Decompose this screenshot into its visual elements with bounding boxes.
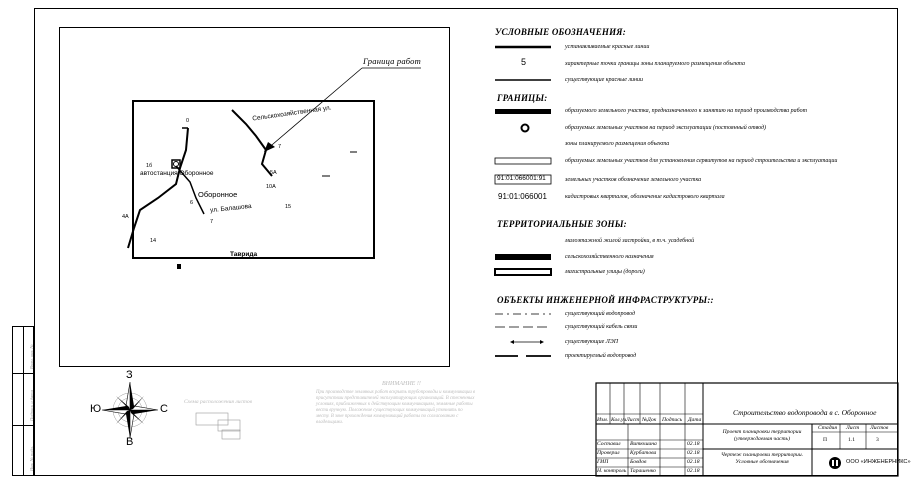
village-road-label: Сельскохозяйственная ул. bbox=[251, 104, 332, 123]
sheet-title: Чертеж планировки территории. Условные обозначения bbox=[720, 452, 804, 465]
map-marker bbox=[177, 264, 181, 269]
border-item: земельных участков обозначение земельного участка bbox=[565, 177, 702, 183]
col-header: Лист bbox=[626, 417, 640, 423]
role: Н. контроль bbox=[597, 468, 627, 474]
col-header: Кол.уч bbox=[611, 417, 627, 423]
infra-title: ОБЪЕКТЫ ИНЖЕНЕРНОЙ ИНФРАСТРУКТУРЫ:: bbox=[497, 295, 714, 305]
side-field-1: Взам. инв. № bbox=[29, 344, 34, 369]
sheet-header: Лист bbox=[846, 425, 860, 431]
col-header: Изм. bbox=[597, 417, 609, 423]
street-label: ул. Балашова bbox=[209, 202, 252, 215]
border-item: кадастровых кварталов, обозначение кадастрового квартала bbox=[565, 194, 725, 200]
project-title: Строительство водопровода в с. Оборонное bbox=[733, 408, 877, 417]
col-header: Подпись bbox=[662, 417, 683, 423]
compass-north: З bbox=[126, 369, 133, 381]
role-name: Курбатова bbox=[630, 450, 657, 456]
role-date: 02.18 bbox=[687, 441, 700, 447]
stage-header: Стадия bbox=[818, 425, 837, 431]
side-field-3: Инв. № подл. bbox=[29, 446, 34, 471]
border-item: зоны планируемого размещения объекта bbox=[565, 141, 670, 147]
sheet-value: 1.1 bbox=[848, 437, 855, 443]
border-item: образуемых земельных участков для установления сервитутов на период строительства и эксплуатации bbox=[565, 158, 838, 164]
zone-item: сельскохозяйственного назначения bbox=[565, 254, 654, 260]
infra-item: проектируемый водопровод bbox=[565, 353, 637, 359]
map-number: 15 bbox=[285, 204, 292, 210]
sheet-scheme-label: Схема расположения листов bbox=[184, 399, 253, 405]
role-name: Витюшина bbox=[630, 441, 657, 447]
doc-title: Проект планировки территории (утверждаемая часть) bbox=[722, 429, 802, 442]
side-field-2: Подпись и дата bbox=[29, 390, 34, 421]
zone-item: малоэтажной жилой застройки, в т.ч. усадебной bbox=[565, 238, 695, 244]
role-name: Тарашенко bbox=[630, 468, 656, 474]
permanent-plot-symbol bbox=[522, 125, 529, 132]
zone-item: магистральные улицы (дороги) bbox=[565, 269, 645, 275]
map-number: 4А bbox=[122, 214, 129, 220]
infra-item: существующий водопровод bbox=[565, 311, 636, 317]
role: Составил bbox=[597, 441, 621, 447]
infra-item: существующий кабель связи bbox=[565, 324, 638, 330]
map-number: 7 bbox=[210, 219, 214, 225]
zone-residential-symbol bbox=[495, 239, 551, 245]
temp-plot-symbol bbox=[495, 109, 551, 114]
servitude-symbol bbox=[495, 158, 551, 164]
bus-station-label: автостанция Оборонное bbox=[140, 170, 214, 177]
map-number: 0 bbox=[186, 118, 190, 124]
map-number: 10А bbox=[266, 184, 276, 190]
sheet-scheme bbox=[196, 413, 240, 439]
sheets-header: Листов bbox=[870, 425, 889, 431]
map-number: 7 bbox=[278, 144, 282, 150]
plot-id-text: 91:01:066001:91 bbox=[497, 175, 546, 182]
zones-title: ТЕРРИТОРИАЛЬНЫЕ ЗОНЫ: bbox=[497, 219, 627, 229]
boundary-callout-label: Граница работ bbox=[363, 56, 421, 66]
compass-rose bbox=[102, 382, 158, 438]
compass-south: В bbox=[126, 436, 134, 448]
compass-west: Ю bbox=[90, 403, 102, 415]
compass-east: С bbox=[160, 403, 168, 415]
role: ГИП bbox=[597, 459, 609, 465]
col-header: №Док bbox=[642, 417, 657, 423]
legend-point-symbol: 5 bbox=[521, 57, 527, 67]
col-header: Дата bbox=[688, 417, 702, 423]
role-name: Бовдов bbox=[630, 459, 647, 465]
legend-title: УСЛОВНЫЕ ОБОЗНАЧЕНИЯ: bbox=[495, 27, 626, 37]
quarter-id-text: 91:01:066001 bbox=[498, 192, 547, 201]
role-date: 02.18 bbox=[687, 459, 700, 465]
road-label: Таврида bbox=[230, 251, 258, 258]
legend-item: устанавливаемые красные линии bbox=[565, 44, 650, 50]
map-number: 1б bbox=[146, 163, 153, 169]
border-item: образуемого земельного участка, предназначенного к занятию на период производства работ bbox=[565, 108, 807, 114]
role-date: 02.18 bbox=[687, 468, 700, 474]
border-item: образуемых земельных участков на период эксплуатации (постоянный отвод) bbox=[565, 125, 767, 131]
borders-title: ГРАНИЦЫ: bbox=[497, 93, 548, 103]
work-boundary bbox=[133, 101, 374, 258]
legend-item: характерные точки границы зоны планируемого размещения объекта bbox=[565, 61, 745, 67]
sheets-value: 3 bbox=[876, 437, 879, 443]
company-name: ООО «ИНЖЕНЕРНИКС» bbox=[846, 459, 911, 465]
role: Проверил bbox=[597, 450, 620, 456]
role-date: 02.18 bbox=[687, 450, 700, 456]
company-logo bbox=[829, 457, 841, 469]
map-number: 5А bbox=[270, 170, 277, 176]
village-label: Оборонное bbox=[198, 190, 238, 199]
attention-title: ВНИМАНИЕ !! bbox=[382, 381, 421, 387]
legend-item: существующие красные линии bbox=[565, 77, 643, 83]
road-west bbox=[128, 128, 188, 248]
map-number: 6 bbox=[190, 200, 194, 206]
attention-text: При производстве земляных работ вскрыть трубопроводы и коммуникации в присутствии представителей эксплуатирующих организаций. В стесненных условиях, приближенных к действующим коммуникациям, земляные работы вести вручную. Положение существующих коммуникаций уточнить по месту. В зоне прохождения коммуникаций работы по согласованию с владельцами. bbox=[316, 390, 476, 425]
stage-value: П bbox=[823, 437, 828, 443]
zone-agri-symbol bbox=[495, 254, 551, 260]
zone-road-symbol bbox=[495, 269, 551, 275]
map-number: 14 bbox=[150, 238, 157, 244]
infra-item: существующие ЛЭП bbox=[565, 339, 619, 345]
